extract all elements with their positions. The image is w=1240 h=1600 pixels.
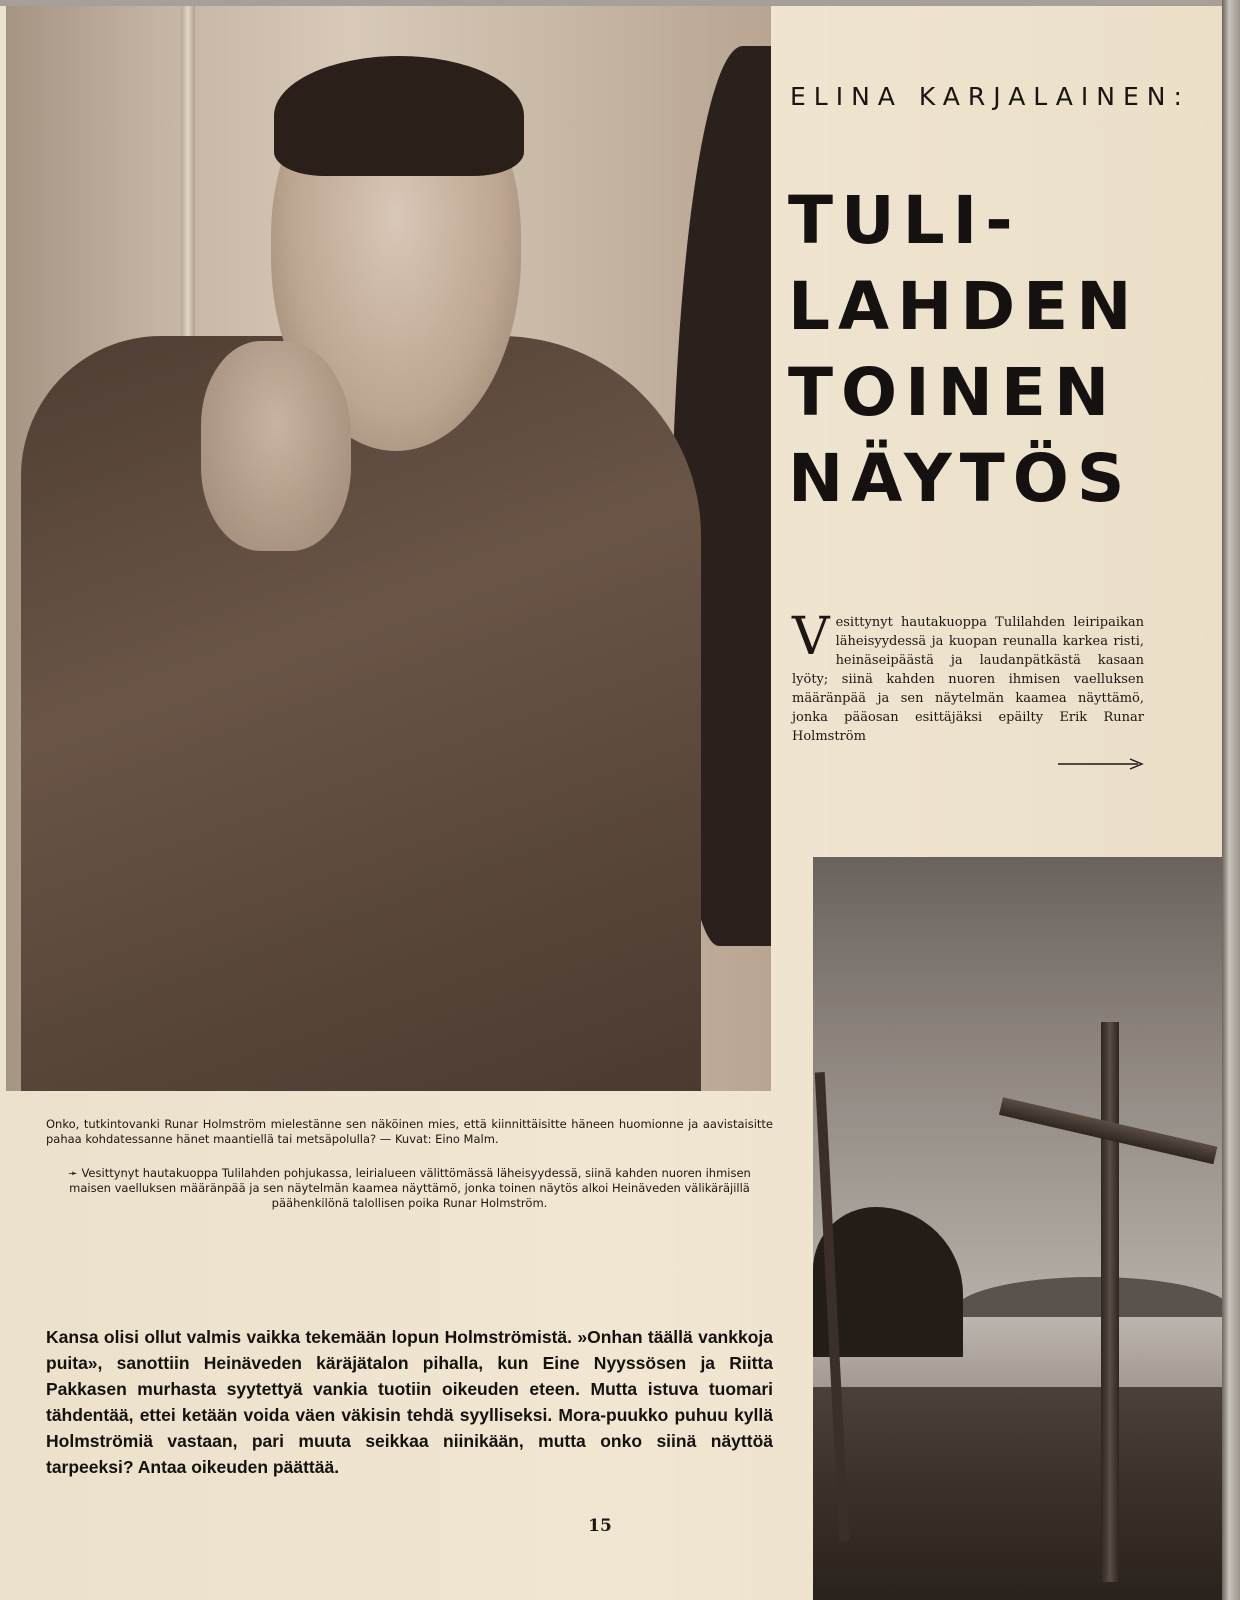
jacket <box>21 336 701 1091</box>
shore-logs <box>813 1387 1223 1600</box>
title-line-1: TULI- <box>788 182 1021 259</box>
hair <box>274 56 524 176</box>
hand <box>201 341 351 551</box>
landscape-caption-text: Vesittynyt hautakuoppa Tulilahden pohjukassa, leirialueen välittömässä läheisyydessä, siinä kahden nuoren ihmisen maisen vaelluksen määränpää ja sen näytelmän kaamea näyttämö, jonka toinen näytös alkoi Heinäveden välikäräjillä päähenkilönä talollisen poika Runar Holmström. <box>69 1166 751 1210</box>
intro-text: esittynyt hautakuoppa Tulilahden leiripaikan läheisyydessä ja kuopan reunalla karkea risti, heinäseipäästä ja laudanpätkästä kasaan lyöty; siinä kahden nuoren ihmisen vaelluksen määränpää ja sen näytelmän kaamea näyttämö, jonka pääosan esittäjäksi epäilty Erik Runar Holmström <box>792 615 1144 744</box>
title-line-2: LAHDEN <box>788 268 1140 345</box>
cross-post <box>1101 1022 1119 1582</box>
portrait-photo <box>6 6 771 1091</box>
arrow-right-icon <box>1058 758 1144 770</box>
portrait-caption: Onko, tutkintovanki Runar Holmström mielestänne sen näköinen mies, että kiinnittäisitte häneen huomionne ja aavistaisitte pahaa kohdatessanne hänet maantiellä tai metsäpolulla? — Kuvat: Eino Malm. <box>46 1117 773 1146</box>
title-line-4: NÄYTÖS <box>788 440 1133 517</box>
article-lead: Kansa olisi ollut valmis vaikka tekemään lopun Holmströmistä. »Onhan täällä vankkoja puita», sanottiin Heinäveden käräjätalon pihalla, kun Eine Nyyssösen ja Riitta Pakkasen murhasta syytettyä vankia tuotiin oikeuden eteen. Mutta istuva tuomari tähdentää, ettei ketään voida väen väkisin tehdä syylliseksi. Mora-puukko puhuu kyllä Holmströmiä vastaan, pari muuta seikkaa niinikään, mutta onko siinä näyttöä tarpeeksi? Antaa oikeuden päättää. <box>46 1327 773 1477</box>
title-line-3: TOINEN <box>788 354 1118 431</box>
caption-arrow-icon: ➛ <box>68 1166 78 1180</box>
intro-paragraph <box>792 607 1144 746</box>
landscape-caption <box>46 1166 773 1211</box>
page-edge <box>1222 0 1240 1600</box>
author-byline: ELINA KARJALAINEN: <box>790 82 1190 111</box>
grave-landscape-photo <box>813 857 1223 1600</box>
drop-cap: V <box>792 607 830 667</box>
article-title <box>788 178 1148 522</box>
page-number: 15 <box>588 1516 612 1536</box>
